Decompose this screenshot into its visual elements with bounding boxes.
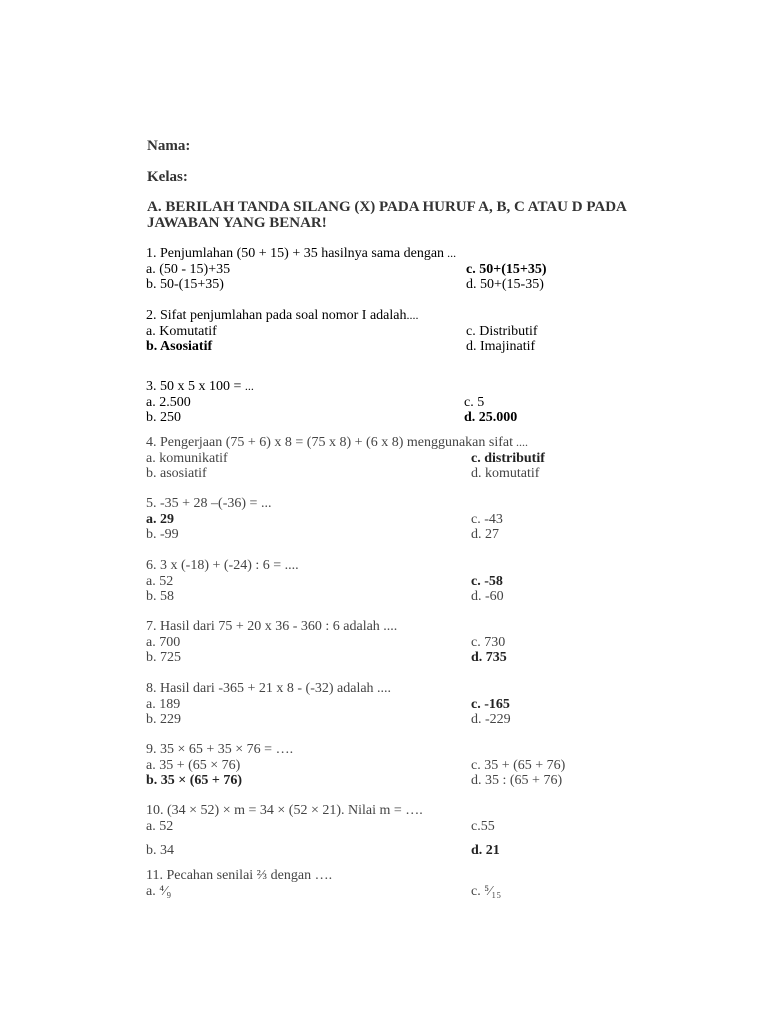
option-b: b. 229 <box>146 712 181 727</box>
option-d: d. -60 <box>471 589 504 604</box>
option-d: d. Imajinatif <box>466 339 536 354</box>
question-stem: 8. Hasil dari -365 + 21 x 8 - (-32) adalah .... <box>146 681 392 696</box>
question-9 <box>146 742 706 789</box>
question-stem: 6. 3 x (-18) + (-24) : 6 = .... <box>146 558 299 573</box>
option-b: b. 35 × (65 + 76) <box>146 773 243 788</box>
question-2: 2. Sifat penjumlahan pada soal nomor I adalah.... a. Komutatif c. Distributif b. Asosiatif d. Imajinatif <box>146 308 538 354</box>
question-11 <box>146 868 706 899</box>
option-a: a. (50 - 15)+35 <box>146 261 231 277</box>
option-c: c. -58 <box>471 573 503 589</box>
option-d: d. -229 <box>471 712 511 727</box>
instruction-heading: A. BERILAH TANDA SILANG (X) PADA HURUF A, B, C ATAU D PADA JAWABAN YANG BENAR! <box>147 199 627 231</box>
question-stem: 7. Hasil dari 75 + 20 x 36 - 360 : 6 adalah .... <box>146 619 398 634</box>
option-c: c. 50+(15+35) <box>466 261 547 277</box>
option-a: a. 52 <box>146 818 174 834</box>
option-c: c. ⁵⁄₁₅ <box>471 883 502 899</box>
option-d: d. 735 <box>471 650 507 665</box>
option-d: d. 27 <box>471 527 499 542</box>
option-c: c. distributif <box>471 450 545 466</box>
question-7 <box>146 619 706 666</box>
question-stem: 1. Penjumlahan (50 + 15) + 35 hasilnya sama dengan <box>146 246 445 261</box>
option-a: a. 700 <box>146 634 181 650</box>
option-d: d. komutatif <box>471 466 540 481</box>
option-c: c.55 <box>471 818 495 834</box>
option-a: a. ⁴⁄₉ <box>146 883 172 899</box>
option-b: b. 58 <box>146 589 174 604</box>
option-c: c. 5 <box>464 394 485 410</box>
nama-label: Nama: <box>147 138 191 154</box>
option-b: b. 725 <box>146 650 181 665</box>
question-stem: 9. 35 × 65 + 35 × 76 = …. <box>146 742 294 757</box>
option-a: a. 2.500 <box>146 394 191 410</box>
kelas-label: Kelas: <box>147 169 188 185</box>
option-a: a. 189 <box>146 696 181 712</box>
option-c: c. Distributif <box>466 323 538 339</box>
question-stem: 4. Pengerjaan (75 + 6) x 8 = (75 x 8) + (6 x 8) menggunakan sifat <box>146 435 513 450</box>
option-d: d. 25.000 <box>464 410 518 425</box>
question-6 <box>146 558 706 605</box>
option-c: c. -165 <box>471 696 510 712</box>
option-b: b. -99 <box>146 527 179 542</box>
question-5 <box>146 496 706 543</box>
option-b: b. 50-(15+35) <box>146 277 224 292</box>
question-stem: 10. (34 × 52) × m = 34 × (52 × 21). Nilai m = …. <box>146 803 423 818</box>
option-d: d. 21 <box>471 843 500 858</box>
option-a: a. 29 <box>146 511 174 527</box>
question-stem: 3. 50 x 5 x 100 = <box>146 379 245 394</box>
option-a: a. Komutatif <box>146 323 217 339</box>
question-stem: 5. -35 + 28 –(-36) = ... <box>146 496 272 511</box>
question-1: 1. Penjumlahan (50 + 15) + 35 hasilnya sama dengan ... a. (50 - 15)+35 c. 50+(15+35) b. 50-(15+35) d. 50+(15-35) <box>146 246 547 292</box>
option-d: d. 35 : (65 + 76) <box>471 773 563 788</box>
question-stem: 2. Sifat penjumlahan pada soal nomor I adalah <box>146 308 407 323</box>
question-8 <box>146 681 706 728</box>
option-a: a. 52 <box>146 573 174 589</box>
option-c: c. 35 + (65 + 76) <box>471 757 566 773</box>
option-b: b. Asosiatif <box>146 339 213 354</box>
option-a: a. 35 + (65 × 76) <box>146 757 241 773</box>
option-d: d. 50+(15-35) <box>466 277 544 292</box>
question-stem: 11. Pecahan senilai ⅔ dengan …. <box>146 868 333 883</box>
option-c: c. -43 <box>471 511 503 527</box>
option-b: b. asosiatif <box>146 466 207 481</box>
option-c: c. 730 <box>471 634 506 650</box>
option-b: b. 250 <box>146 410 181 425</box>
option-a: a. komunikatif <box>146 450 228 466</box>
question-10 <box>146 803 706 859</box>
option-b: b. 34 <box>146 843 174 858</box>
question-3: 3. 50 x 5 x 100 = ... a. 2.500 c. 5 b. 250 d. 25.000 <box>146 379 518 425</box>
question-4: 4. Pengerjaan (75 + 6) x 8 = (75 x 8) + (6 x 8) menggunakan sifat .... a. komunikatif c. distributif b. asosiatif d. komutatif <box>146 435 545 481</box>
